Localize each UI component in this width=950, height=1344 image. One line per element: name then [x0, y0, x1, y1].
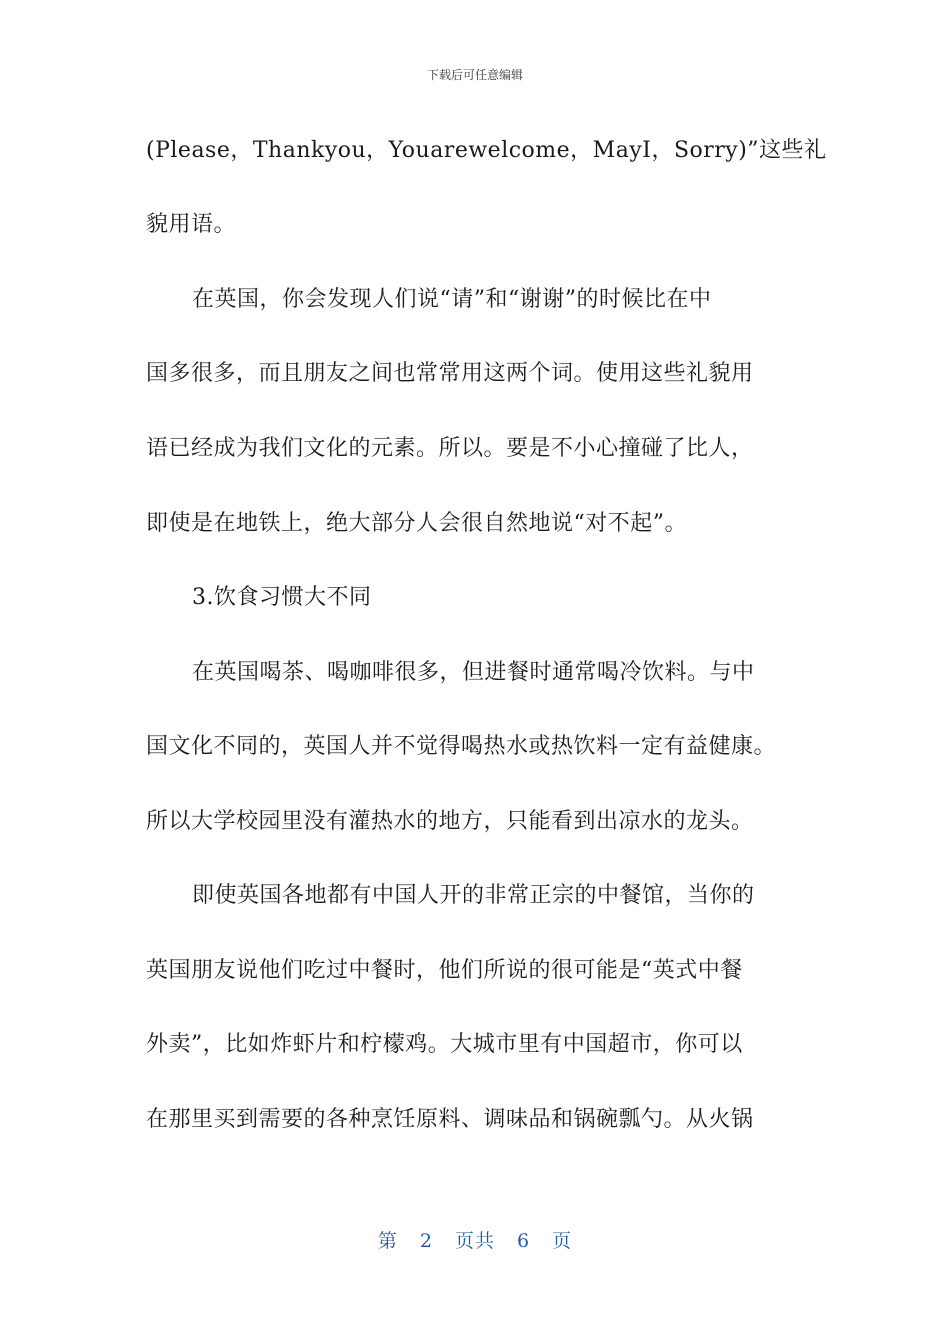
- paragraph-line: 即使英国各地都有中国人开的非常正宗的中餐馆，当你的: [192, 883, 755, 908]
- paragraph-line: (Please，Thankyou，Youarewelcome，MayI，Sorry)”这些礼: [146, 138, 827, 163]
- footer-suffix: 页: [552, 1230, 573, 1252]
- current-page-number: 2: [419, 1230, 433, 1252]
- page-footer: [0, 1226, 950, 1253]
- footer-prefix: 第: [377, 1230, 398, 1252]
- footer-middle: 页共: [454, 1230, 495, 1252]
- paragraph-line: 国多很多，而且朋友之间也常常用这两个词。使用这些礼貌用: [146, 361, 754, 386]
- paragraph-line: 即使是在地铁上，绝大部分人会很自然地说“对不起”。: [146, 511, 687, 536]
- section-heading: 3.饮食习惯大不同: [192, 585, 372, 610]
- paragraph-line: 在英国，你会发现人们说“请”和“谢谢”的时候比在中: [192, 287, 712, 312]
- paragraph-line: 英国朋友说他们吃过中餐时，他们所说的很可能是“英式中餐: [146, 958, 743, 983]
- paragraph-line: 语已经成为我们文化的元素。所以。要是不小心撞碰了比人，: [146, 436, 754, 461]
- total-pages-number: 6: [517, 1230, 531, 1252]
- paragraph-line: 貌用语。: [146, 212, 237, 237]
- page-header: 下载后可任意编辑: [426, 68, 523, 82]
- paragraph-line: 外卖”，比如炸虾片和柠檬鸡。大城市里有中国超市，你可以: [146, 1032, 743, 1057]
- paragraph-line: 在那里买到需要的各种烹饪原料、调味品和锅碗瓢勺。从火锅: [146, 1107, 754, 1132]
- paragraph-line: 在英国喝茶、喝咖啡很多，但进餐时通常喝冷饮料。与中: [192, 660, 755, 685]
- paragraph-line: 国文化不同的，英国人并不觉得喝热水或热饮料一定有益健康。: [146, 734, 777, 759]
- paragraph-line: 所以大学校园里没有灌热水的地方，只能看到出凉水的龙头。: [146, 809, 754, 834]
